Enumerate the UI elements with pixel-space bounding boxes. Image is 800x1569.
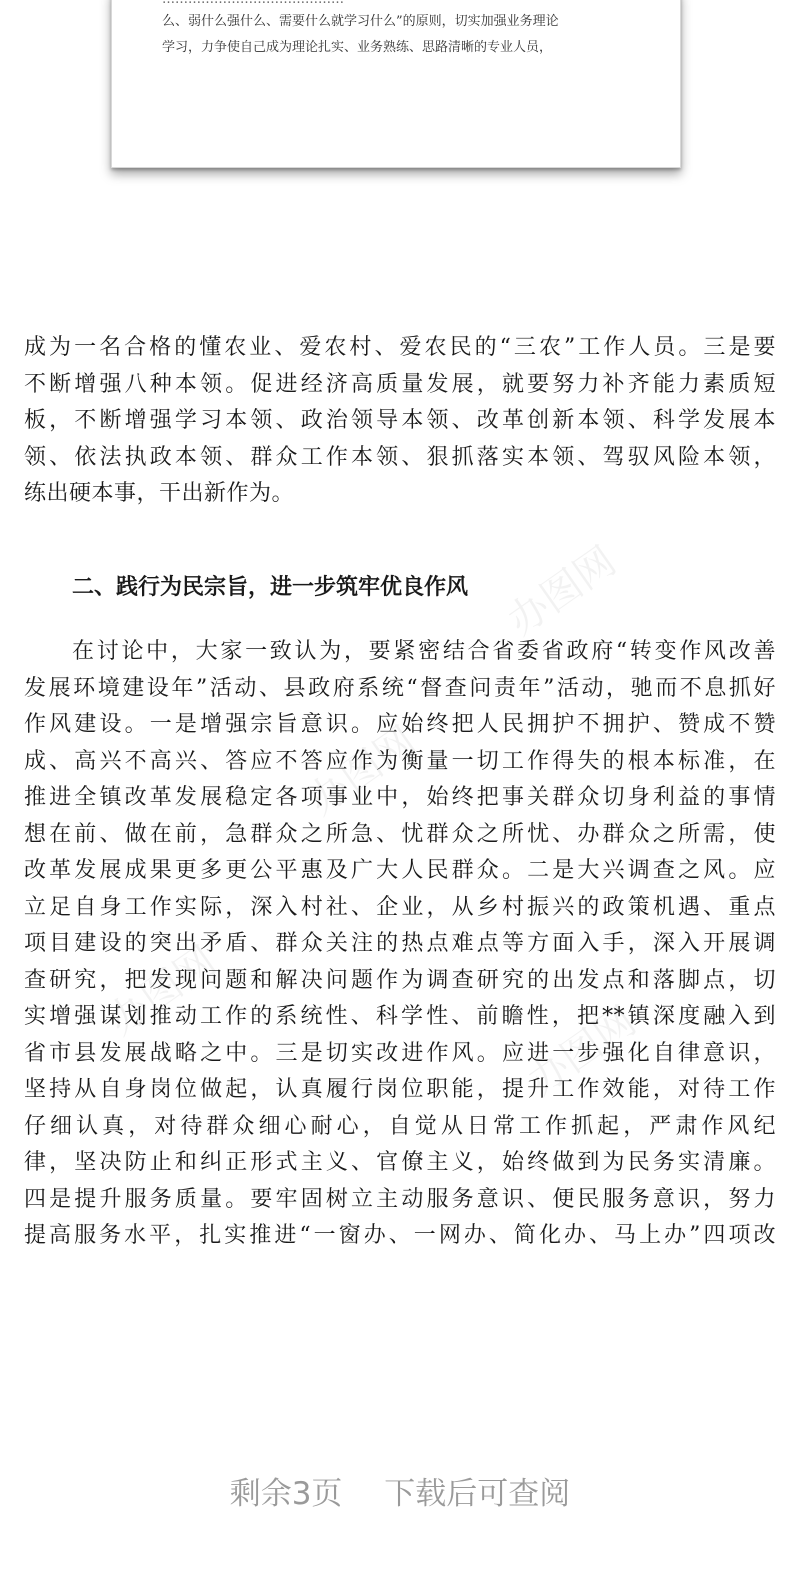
watermark: 办图网 bbox=[99, 938, 225, 1045]
text-line: 立足自身工作实际，深入村社、企业，从乡村振兴的政策机遇、重点 bbox=[24, 894, 776, 920]
download-prompt[interactable] bbox=[0, 1468, 800, 1513]
card-line: 么、弱什么强什么、需要什么就学习什么”的原则，切实加强业务理论 bbox=[162, 14, 559, 29]
text-line: 板，不断增强学习本领、政治领导本领、改革创新本领、科学发展本 bbox=[24, 408, 776, 433]
text-line: 提高服务水平，扎实推进“一窗办、一网办、简化办、马上办”四项改 bbox=[24, 1223, 776, 1248]
text-line: 不断增强八种本领。促进经济高质量发展，就要努力补齐能力素质短 bbox=[24, 371, 776, 397]
text-line: 成、高兴不高兴、答应不答应作为衡量一切工作得失的根本标准，在 bbox=[24, 748, 776, 774]
text-line: 发展环境建设年”活动、县政府系统“督查问责年”活动，驰而不息抓好 bbox=[24, 675, 776, 701]
watermark: 办图网 bbox=[519, 998, 645, 1105]
text-line: 作风建设。一是增强宗旨意识。应始终把人民拥护不拥护、赞成不赞 bbox=[24, 712, 776, 737]
text-line: 领、依法执政本领、群众工作本领、狠抓落实本领、驾驭风险本领， bbox=[24, 444, 776, 470]
text-line: 在讨论中，大家一致认为，要紧密结合省委省政府“转变作风改善 bbox=[72, 639, 776, 664]
text-line: 项目建设的突出矛盾、群众关注的热点难点等方面入手，深入开展调 bbox=[24, 931, 776, 956]
download-to-view-label[interactable]: 下载后可查阅 bbox=[384, 1476, 571, 1512]
card-line: 学习，力争使自己成为理论扎实、业务熟练、思路清晰的专业人员， bbox=[162, 40, 553, 55]
preview-card bbox=[111, 0, 681, 168]
section-heading: 二、践行为民宗旨，进一步筑牢优良作风 bbox=[72, 575, 469, 600]
watermark: 办图网 bbox=[499, 538, 625, 645]
text-line: 四是提升服务质量。要牢固树立主动服务意识、便民服务意识，努力 bbox=[24, 1186, 776, 1212]
text-line: 坚持从自身岗位做起，认真履行岗位职能，提升工作效能，对待工作 bbox=[24, 1077, 776, 1102]
text-line: 练出硬本事，干出新作为。 bbox=[24, 481, 295, 506]
watermark: 办图网 bbox=[299, 718, 425, 825]
text-line: 改革发展成果更多更公平惠及广大人民群众。二是大兴调查之风。应 bbox=[24, 858, 776, 883]
text-line: 推进全镇改革发展稳定各项事业中，始终把事关群众切身利益的事情 bbox=[24, 785, 776, 810]
text-line: 成为一名合格的懂农业、爱农村、爱农民的“三农”工作人员。三是要 bbox=[24, 335, 776, 360]
paragraph-section-2 bbox=[24, 634, 776, 1255]
text-line: 查研究，把发现问题和解决问题作为调查研究的出发点和落脚点，切 bbox=[24, 967, 776, 993]
remaining-pages-label[interactable]: 剩余3页 bbox=[229, 1476, 343, 1512]
text-line: 实增强谋划推动工作的系统性、科学性、前瞻性，把**镇深度融入到 bbox=[24, 1004, 776, 1029]
text-line: 省市县发展战略之中。三是切实改进作风。应进一步强化自律意识， bbox=[24, 1040, 776, 1066]
text-line: 想在前、做在前，急群众之所急、忧群众之所忧、办群众之所需，使 bbox=[24, 821, 776, 847]
paragraph-section-1 bbox=[24, 330, 776, 513]
text-line: 仔细认真，对待群众细心耐心，自觉从日常工作抓起，严肃作风纪 bbox=[24, 1113, 776, 1139]
text-line: 律，坚决防止和纠正形式主义、官僚主义，始终做到为民务实清廉。 bbox=[24, 1150, 776, 1175]
